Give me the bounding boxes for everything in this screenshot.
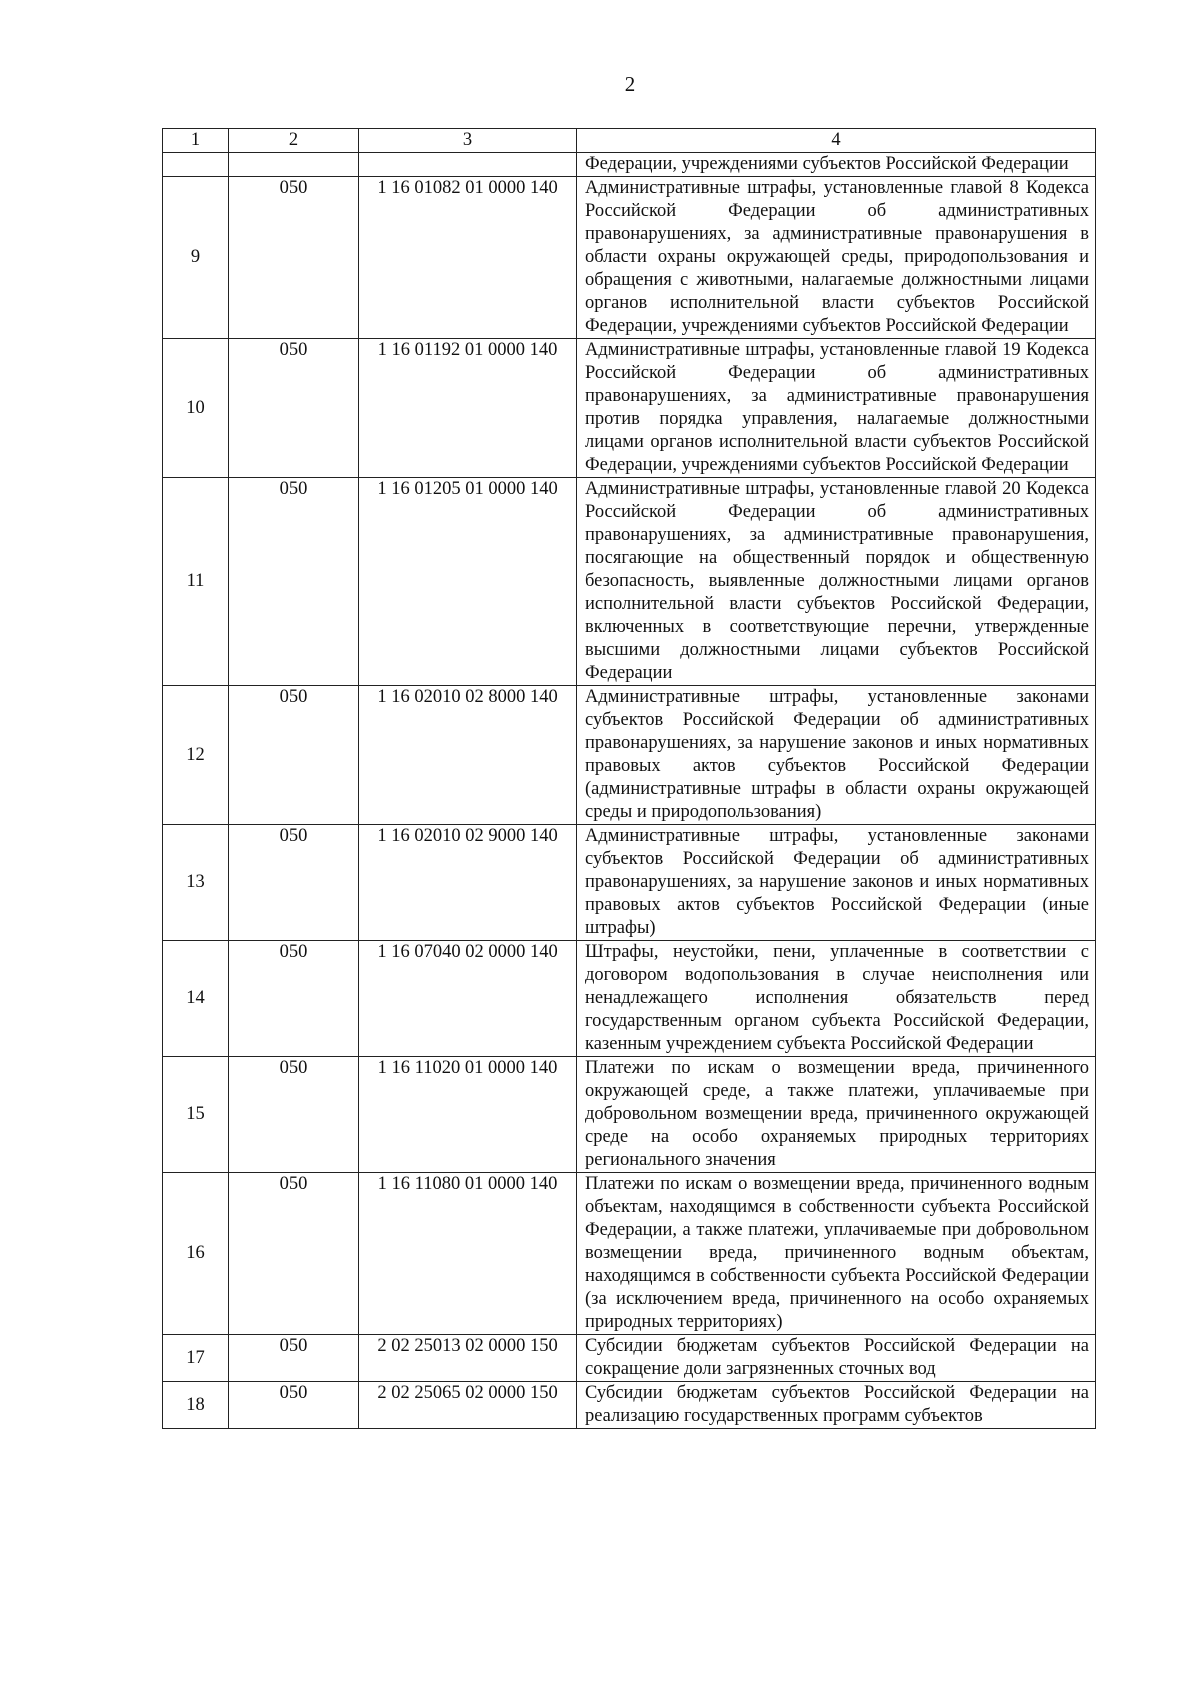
admin-code-cell: 050 — [229, 686, 359, 825]
revenue-codes-table — [162, 128, 1096, 1429]
admin-code-cell: 050 — [229, 478, 359, 686]
row-number-cell: 10 — [163, 339, 229, 478]
table-row — [163, 478, 1096, 686]
row-number-cell: 16 — [163, 1173, 229, 1335]
description-cell: Административные штрафы, установленные законами субъектов Российской Федерации об административных правонарушениях, за нарушение законов и иных нормативных правовых актов субъектов Российской Федерации (иные штрафы) — [577, 825, 1096, 941]
admin-code-cell: 050 — [229, 177, 359, 339]
table-row — [163, 686, 1096, 825]
table-row — [163, 153, 1096, 177]
row-number-cell: 12 — [163, 686, 229, 825]
description-cell: Федерации, учреждениями субъектов Российской Федерации — [577, 153, 1096, 177]
budget-code-cell: 2 02 25065 02 0000 150 — [359, 1382, 577, 1429]
header-col-4: 4 — [577, 129, 1096, 153]
budget-code-cell: 1 16 07040 02 0000 140 — [359, 941, 577, 1057]
description-cell: Субсидии бюджетам субъектов Российской Федерации на реализацию государственных программ субъектов — [577, 1382, 1096, 1429]
admin-code-cell: 050 — [229, 1057, 359, 1173]
row-number-cell: 17 — [163, 1335, 229, 1382]
budget-code-cell: 1 16 02010 02 9000 140 — [359, 825, 577, 941]
budget-code-cell: 1 16 11080 01 0000 140 — [359, 1173, 577, 1335]
description-cell: Административные штрафы, установленные законами субъектов Российской Федерации об административных правонарушениях, за нарушение законов и иных нормативных правовых актов субъектов Российской Федерации (административные штрафы в области охраны окружающей среды и природопользования) — [577, 686, 1096, 825]
table-header-row — [163, 129, 1096, 153]
header-col-1: 1 — [163, 129, 229, 153]
admin-code-cell: 050 — [229, 1173, 359, 1335]
table-body — [163, 129, 1096, 1429]
table-row — [163, 1173, 1096, 1335]
table-row — [163, 177, 1096, 339]
table-row — [163, 1335, 1096, 1382]
row-number-cell: 18 — [163, 1382, 229, 1429]
table-row — [163, 339, 1096, 478]
row-number-cell: 15 — [163, 1057, 229, 1173]
row-number-cell: 11 — [163, 478, 229, 686]
description-cell: Административные штрафы, установленные главой 8 Кодекса Российской Федерации об административных правонарушениях, за административные правонарушения в области охраны окружающей среды, природопользования и обращения с животными, налагаемые должностными лицами органов исполнительной власти субъектов Российской Федерации, учреждениями субъектов Российской Федерации — [577, 177, 1096, 339]
row-number-cell: 14 — [163, 941, 229, 1057]
budget-code-cell: 2 02 25013 02 0000 150 — [359, 1335, 577, 1382]
admin-code-cell: 050 — [229, 1335, 359, 1382]
page-number: 2 — [624, 72, 636, 96]
row-number-cell — [163, 153, 229, 177]
table-row — [163, 825, 1096, 941]
description-cell: Субсидии бюджетам субъектов Российской Федерации на сокращение доли загрязненных сточных вод — [577, 1335, 1096, 1382]
admin-code-cell: 050 — [229, 825, 359, 941]
budget-code-cell: 1 16 01205 01 0000 140 — [359, 478, 577, 686]
table-row — [163, 1382, 1096, 1429]
budget-code-cell — [359, 153, 577, 177]
header-col-2: 2 — [229, 129, 359, 153]
description-cell: Административные штрафы, установленные главой 20 Кодекса Российской Федерации об административных правонарушениях, за административные правонарушения, посягающие на общественный порядок и общественную безопасность, выявленные должностными лицами органов исполнительной власти субъектов Российской Федерации, включенных в соответствующие перечни, утвержденные высшими должностными лицами субъектов Российской Федерации — [577, 478, 1096, 686]
admin-code-cell — [229, 153, 359, 177]
admin-code-cell: 050 — [229, 1382, 359, 1429]
admin-code-cell: 050 — [229, 941, 359, 1057]
row-number-cell: 13 — [163, 825, 229, 941]
budget-code-cell: 1 16 02010 02 8000 140 — [359, 686, 577, 825]
budget-code-cell: 1 16 11020 01 0000 140 — [359, 1057, 577, 1173]
header-col-3: 3 — [359, 129, 577, 153]
description-cell: Административные штрафы, установленные главой 19 Кодекса Российской Федерации об административных правонарушениях, за административные правонарушения против порядка управления, налагаемые должностными лицами органов исполнительной власти субъектов Российской Федерации, учреждениями субъектов Российской Федерации — [577, 339, 1096, 478]
admin-code-cell: 050 — [229, 339, 359, 478]
table-row — [163, 1057, 1096, 1173]
budget-code-cell: 1 16 01082 01 0000 140 — [359, 177, 577, 339]
description-cell: Штрафы, неустойки, пени, уплаченные в соответствии с договором водопользования в случае неисполнения или ненадлежащего исполнения обязательств перед государственным органом субъекта Российской Федерации, казенным учреждением субъекта Российской Федерации — [577, 941, 1096, 1057]
description-cell: Платежи по искам о возмещении вреда, причиненного водным объектам, находящимся в собственности субъекта Российской Федерации, а также платежи, уплачиваемые при добровольном возмещении вреда, причиненного водным объектам, находящимся в собственности субъекта Российской Федерации (за исключением вреда, причиненного на особо охраняемых природных территориях) — [577, 1173, 1096, 1335]
row-number-cell: 9 — [163, 177, 229, 339]
description-cell: Платежи по искам о возмещении вреда, причиненного окружающей среде, а также платежи, уплачиваемые при добровольном возмещении вреда, причиненного окружающей среде на особо охраняемых природных территориях регионального значения — [577, 1057, 1096, 1173]
budget-code-cell: 1 16 01192 01 0000 140 — [359, 339, 577, 478]
table-row — [163, 941, 1096, 1057]
